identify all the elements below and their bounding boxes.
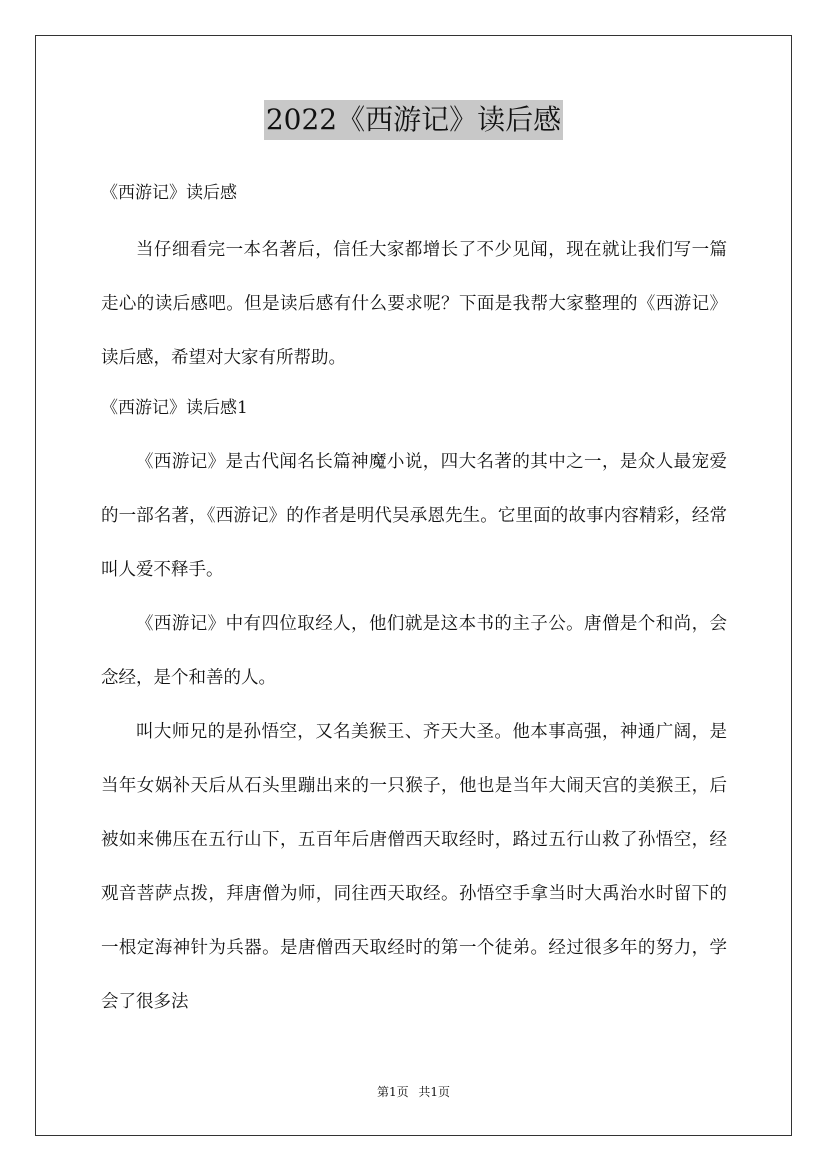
title-container bbox=[0, 100, 827, 140]
paragraph: 当仔细看完一本名著后，信任大家都增长了不少见闻，现在就让我们写一篇走心的读后感吧。但是读后感有什么要求呢？下面是我帮大家整理的《西游记》读后感，希望对大家有所帮助。 bbox=[101, 240, 727, 368]
paragraph: 叫大师兄的是孙悟空，又名美猴王、齐天大圣。他本事高强，神通广阔，是当年女娲补天后从石头里蹦出来的一只猴子，他也是当年大闹天宫的美猴王，后被如来佛压在五行山下，五百年后唐僧西天取经时，路过五行山救了孙悟空，经观音菩萨点拨，拜唐僧为师，同往西天取经。孙悟空手拿当时大禹治水时留下的一根定海神针为兵器。是唐僧西天取经时的第一个徒弟。经过很多年的努力，学会了很多法 bbox=[101, 722, 727, 1012]
document-title: 2022《西游记》读后感 bbox=[264, 100, 563, 140]
section-heading: 《西游记》读后感 bbox=[101, 183, 237, 203]
page-total: 共1页 bbox=[418, 1085, 451, 1099]
paragraph: 《西游记》是古代闻名长篇神魔小说，四大名著的其中之一，是众人最宠爱的一部名著，《西游记》的作者是明代吴承恩先生。它里面的故事内容精彩，经常叫人爱不释手。 bbox=[101, 452, 727, 580]
page-footer bbox=[0, 1082, 827, 1102]
page-number: 第1页 bbox=[376, 1085, 409, 1099]
paragraph: 《西游记》中有四位取经人，他们就是这本书的主子公。唐僧是个和尚，会念经，是个和善的人。 bbox=[101, 614, 727, 688]
document-body bbox=[101, 173, 727, 1029]
section-heading: 《西游记》读后感1 bbox=[101, 398, 248, 418]
